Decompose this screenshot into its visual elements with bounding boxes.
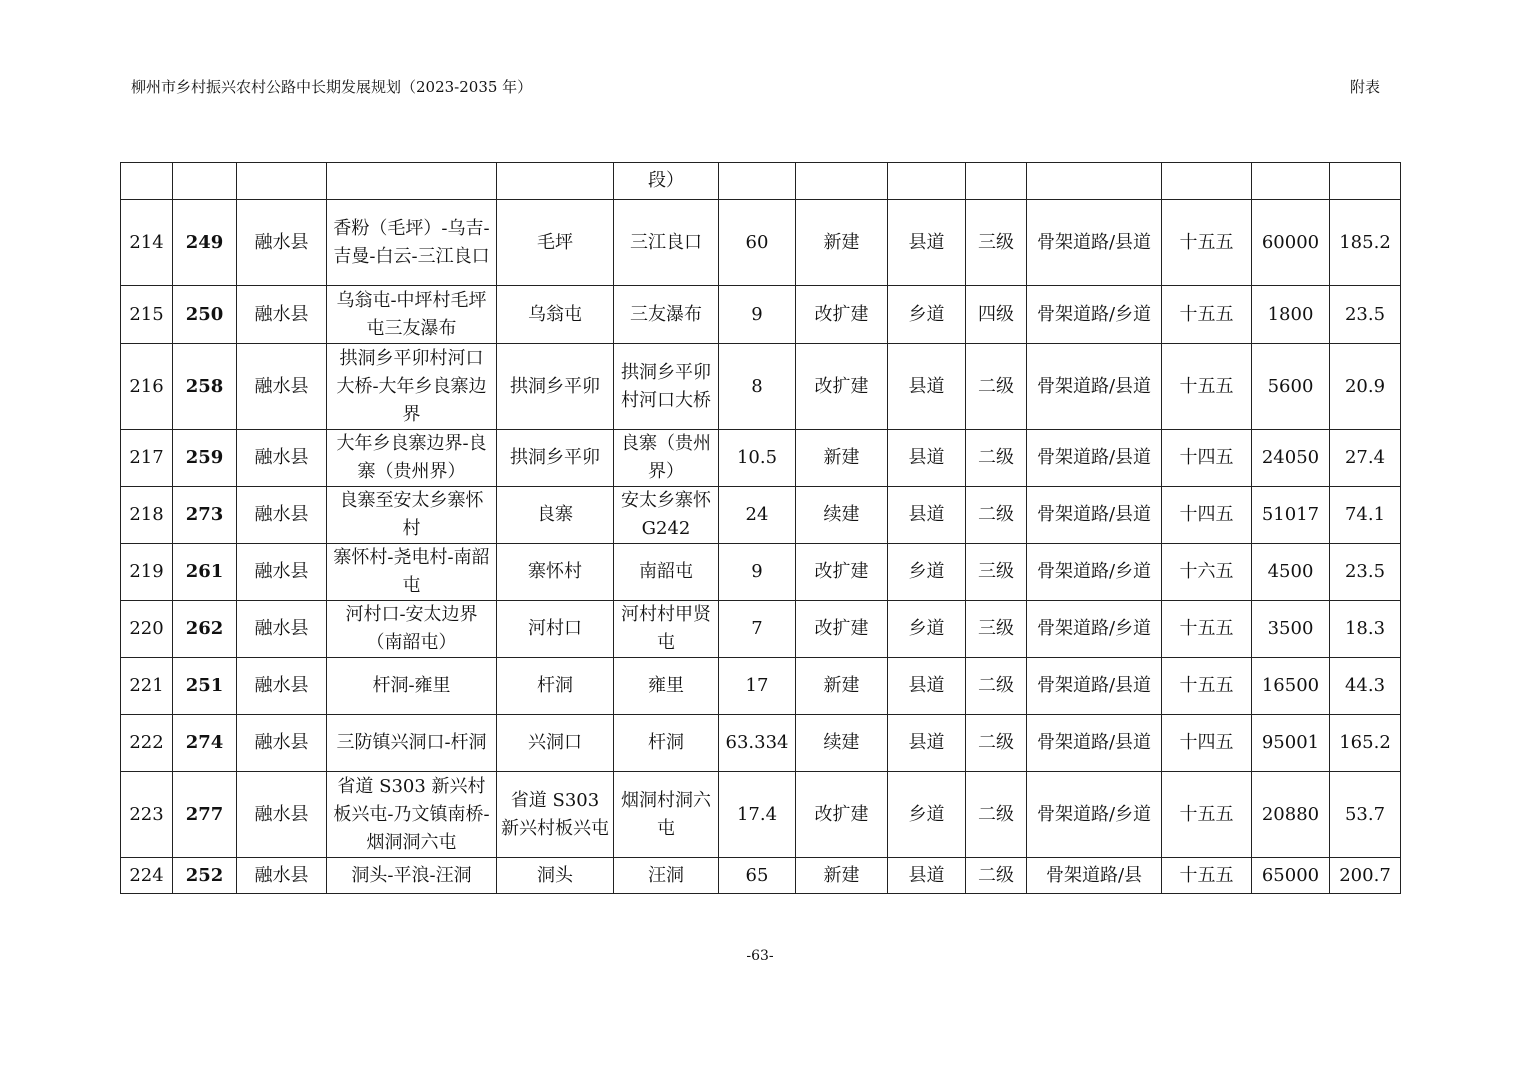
table-cell: 24050 bbox=[1252, 430, 1330, 487]
table-cell: 二级 bbox=[966, 772, 1027, 858]
table-cell: 骨架道路/县道 bbox=[1027, 487, 1162, 544]
document-header-title: 柳州市乡村振兴农村公路中长期发展规划（2023-2035 年） bbox=[131, 78, 533, 96]
table-cell: 二级 bbox=[966, 715, 1027, 772]
table-row bbox=[121, 601, 1401, 658]
page-number: -63- bbox=[746, 948, 774, 964]
table-row bbox=[121, 344, 1401, 430]
table-cell: 骨架道路/县道 bbox=[1027, 715, 1162, 772]
table-cell: 改扩建 bbox=[796, 544, 888, 601]
table-cell: 良寨（贵州界） bbox=[614, 430, 719, 487]
table-cell: 县道 bbox=[888, 858, 966, 894]
table-cell: 20.9 bbox=[1330, 344, 1401, 430]
table-cell: 县道 bbox=[888, 344, 966, 430]
table-row bbox=[121, 286, 1401, 344]
table-cell: 乌翁屯 bbox=[497, 286, 614, 344]
table-row bbox=[121, 715, 1401, 772]
table-cell: 融水县 bbox=[237, 601, 327, 658]
table-cell: 217 bbox=[121, 430, 173, 487]
table-cell: 香粉（毛坪）-乌吉-吉曼-白云-三江良口 bbox=[327, 200, 497, 286]
table-cell: 二级 bbox=[966, 858, 1027, 894]
table-cell: 融水县 bbox=[237, 858, 327, 894]
table-cell: 县道 bbox=[888, 487, 966, 544]
table-cell: 十五五 bbox=[1162, 772, 1252, 858]
table-cell: 兴洞口 bbox=[497, 715, 614, 772]
table-cell: 四级 bbox=[966, 286, 1027, 344]
table-cell: 寨怀村-尧电村-南韶屯 bbox=[327, 544, 497, 601]
table-cell: 骨架道路/县道 bbox=[1027, 430, 1162, 487]
table-cell: 261 bbox=[173, 544, 237, 601]
table-cell: 大年乡良寨边界-良寨（贵州界） bbox=[327, 430, 497, 487]
table-cell: 250 bbox=[173, 286, 237, 344]
table-cell: 良寨至安太乡寨怀村 bbox=[327, 487, 497, 544]
table-cell: 3500 bbox=[1252, 601, 1330, 658]
table-cell: 258 bbox=[173, 344, 237, 430]
table-cell: 骨架道路/乡道 bbox=[1027, 544, 1162, 601]
table-cell: 拱洞乡平卯 bbox=[497, 344, 614, 430]
table-cell: 骨架道路/县道 bbox=[1027, 200, 1162, 286]
table-row bbox=[121, 772, 1401, 858]
table-cell: 221 bbox=[121, 658, 173, 715]
table-cell: 215 bbox=[121, 286, 173, 344]
table-cell: 良寨 bbox=[497, 487, 614, 544]
table-cell: 新建 bbox=[796, 430, 888, 487]
table-cell: 17 bbox=[719, 658, 796, 715]
table-cell: 河村口 bbox=[497, 601, 614, 658]
table-cell: 262 bbox=[173, 601, 237, 658]
table-cell: 218 bbox=[121, 487, 173, 544]
table-cell: 9 bbox=[719, 544, 796, 601]
table-cell: 222 bbox=[121, 715, 173, 772]
table-cell: 1800 bbox=[1252, 286, 1330, 344]
table-cell: 53.7 bbox=[1330, 772, 1401, 858]
table-row bbox=[121, 658, 1401, 715]
table-cell: 三友瀑布 bbox=[614, 286, 719, 344]
table-cell: 乡道 bbox=[888, 772, 966, 858]
table-cell: 骨架道路/乡道 bbox=[1027, 286, 1162, 344]
table-cell: 十五五 bbox=[1162, 200, 1252, 286]
table-cell: 新建 bbox=[796, 200, 888, 286]
table-cell: 27.4 bbox=[1330, 430, 1401, 487]
table-cell: 二级 bbox=[966, 344, 1027, 430]
table-cell: 段） bbox=[614, 163, 719, 200]
table-cell: 融水县 bbox=[237, 658, 327, 715]
table-cell: 骨架道路/县 bbox=[1027, 858, 1162, 894]
project-table bbox=[120, 162, 1401, 894]
table-cell: 十五五 bbox=[1162, 286, 1252, 344]
table-cell: 224 bbox=[121, 858, 173, 894]
table-cell: 河村村甲贤屯 bbox=[614, 601, 719, 658]
table-cell: 改扩建 bbox=[796, 286, 888, 344]
table-cell: 252 bbox=[173, 858, 237, 894]
table-row bbox=[121, 200, 1401, 286]
table-cell: 三江良口 bbox=[614, 200, 719, 286]
table-cell: 骨架道路/县道 bbox=[1027, 344, 1162, 430]
table-cell: 20880 bbox=[1252, 772, 1330, 858]
table-cell: 220 bbox=[121, 601, 173, 658]
table-cell: 44.3 bbox=[1330, 658, 1401, 715]
table-cell: 县道 bbox=[888, 430, 966, 487]
table-cell: 乡道 bbox=[888, 601, 966, 658]
table-cell: 改扩建 bbox=[796, 601, 888, 658]
table-cell: 杆洞 bbox=[614, 715, 719, 772]
table-cell: 新建 bbox=[796, 858, 888, 894]
table-cell: 十五五 bbox=[1162, 601, 1252, 658]
table-row-continuation bbox=[121, 163, 1401, 200]
table-cell: 新建 bbox=[796, 658, 888, 715]
table-cell: 165.2 bbox=[1330, 715, 1401, 772]
table-cell: 216 bbox=[121, 344, 173, 430]
table-cell: 219 bbox=[121, 544, 173, 601]
table-cell: 63.334 bbox=[719, 715, 796, 772]
table-cell: 65 bbox=[719, 858, 796, 894]
table-cell: 251 bbox=[173, 658, 237, 715]
table-cell: 259 bbox=[173, 430, 237, 487]
table-cell: 乡道 bbox=[888, 286, 966, 344]
table-cell: 拱洞乡平卯村河口大桥 bbox=[614, 344, 719, 430]
table-cell: 277 bbox=[173, 772, 237, 858]
table-cell: 融水县 bbox=[237, 286, 327, 344]
table-cell: 185.2 bbox=[1330, 200, 1401, 286]
table-cell: 三级 bbox=[966, 601, 1027, 658]
table-cell: 洞头 bbox=[497, 858, 614, 894]
table-row bbox=[121, 858, 1401, 894]
table-cell: 省道 S303 新兴村板兴屯 bbox=[497, 772, 614, 858]
table-cell: 毛坪 bbox=[497, 200, 614, 286]
table-cell: 续建 bbox=[796, 487, 888, 544]
table-cell: 安太乡寨怀 G242 bbox=[614, 487, 719, 544]
table-cell: 十六五 bbox=[1162, 544, 1252, 601]
table-cell: 23.5 bbox=[1330, 544, 1401, 601]
table-cell: 4500 bbox=[1252, 544, 1330, 601]
table-row bbox=[121, 544, 1401, 601]
table-cell: 骨架道路/县道 bbox=[1027, 658, 1162, 715]
table-cell: 74.1 bbox=[1330, 487, 1401, 544]
table-cell: 60000 bbox=[1252, 200, 1330, 286]
table-cell: 二级 bbox=[966, 430, 1027, 487]
table-cell: 三级 bbox=[966, 200, 1027, 286]
table-cell: 改扩建 bbox=[796, 772, 888, 858]
table-cell: 23.5 bbox=[1330, 286, 1401, 344]
table-cell: 10.5 bbox=[719, 430, 796, 487]
table-cell: 乡道 bbox=[888, 544, 966, 601]
table-cell: 县道 bbox=[888, 715, 966, 772]
table-cell: 洞头-平浪-汪洞 bbox=[327, 858, 497, 894]
document-header-appendix: 附表 bbox=[1350, 78, 1381, 96]
table-cell: 乌翁屯-中坪村毛坪屯三友瀑布 bbox=[327, 286, 497, 344]
table-cell: 融水县 bbox=[237, 344, 327, 430]
table-cell: 274 bbox=[173, 715, 237, 772]
table-cell: 24 bbox=[719, 487, 796, 544]
table-cell: 273 bbox=[173, 487, 237, 544]
table-row bbox=[121, 430, 1401, 487]
table-cell: 249 bbox=[173, 200, 237, 286]
table-cell: 拱洞乡平卯村河口大桥-大年乡良寨边界 bbox=[327, 344, 497, 430]
table-cell: 7 bbox=[719, 601, 796, 658]
table-cell: 8 bbox=[719, 344, 796, 430]
table-cell: 16500 bbox=[1252, 658, 1330, 715]
table-cell: 南韶屯 bbox=[614, 544, 719, 601]
table-cell: 17.4 bbox=[719, 772, 796, 858]
table-cell: 雍里 bbox=[614, 658, 719, 715]
table-cell: 95001 bbox=[1252, 715, 1330, 772]
table-cell: 骨架道路/乡道 bbox=[1027, 772, 1162, 858]
table-cell: 河村口-安太边界（南韶屯） bbox=[327, 601, 497, 658]
table-cell: 60 bbox=[719, 200, 796, 286]
table-cell: 融水县 bbox=[237, 544, 327, 601]
table-cell: 汪洞 bbox=[614, 858, 719, 894]
table-cell: 十五五 bbox=[1162, 658, 1252, 715]
table-cell: 十四五 bbox=[1162, 487, 1252, 544]
table-cell: 223 bbox=[121, 772, 173, 858]
table-cell: 寨怀村 bbox=[497, 544, 614, 601]
table-cell: 18.3 bbox=[1330, 601, 1401, 658]
table-cell: 拱洞乡平卯 bbox=[497, 430, 614, 487]
table-cell: 融水县 bbox=[237, 772, 327, 858]
table-cell: 9 bbox=[719, 286, 796, 344]
table-cell: 杆洞-雍里 bbox=[327, 658, 497, 715]
table-cell: 200.7 bbox=[1330, 858, 1401, 894]
table-cell: 65000 bbox=[1252, 858, 1330, 894]
table-cell: 二级 bbox=[966, 487, 1027, 544]
table-cell: 改扩建 bbox=[796, 344, 888, 430]
table-cell: 融水县 bbox=[237, 715, 327, 772]
table-cell: 十五五 bbox=[1162, 858, 1252, 894]
table-cell: 融水县 bbox=[237, 430, 327, 487]
table-cell: 5600 bbox=[1252, 344, 1330, 430]
table-cell: 十四五 bbox=[1162, 430, 1252, 487]
table-cell: 杆洞 bbox=[497, 658, 614, 715]
table-cell: 融水县 bbox=[237, 200, 327, 286]
table-cell: 县道 bbox=[888, 200, 966, 286]
table-cell: 二级 bbox=[966, 658, 1027, 715]
table-cell: 十五五 bbox=[1162, 344, 1252, 430]
table-cell: 三级 bbox=[966, 544, 1027, 601]
table-cell: 十四五 bbox=[1162, 715, 1252, 772]
table-cell: 三防镇兴洞口-杆洞 bbox=[327, 715, 497, 772]
table-row bbox=[121, 487, 1401, 544]
table-cell: 续建 bbox=[796, 715, 888, 772]
table-cell: 烟洞村洞六屯 bbox=[614, 772, 719, 858]
table-cell: 214 bbox=[121, 200, 173, 286]
table-cell: 融水县 bbox=[237, 487, 327, 544]
table-cell: 省道 S303 新兴村板兴屯-乃文镇南桥-烟洞洞六屯 bbox=[327, 772, 497, 858]
table-cell: 骨架道路/乡道 bbox=[1027, 601, 1162, 658]
table-cell: 县道 bbox=[888, 658, 966, 715]
table-cell: 51017 bbox=[1252, 487, 1330, 544]
